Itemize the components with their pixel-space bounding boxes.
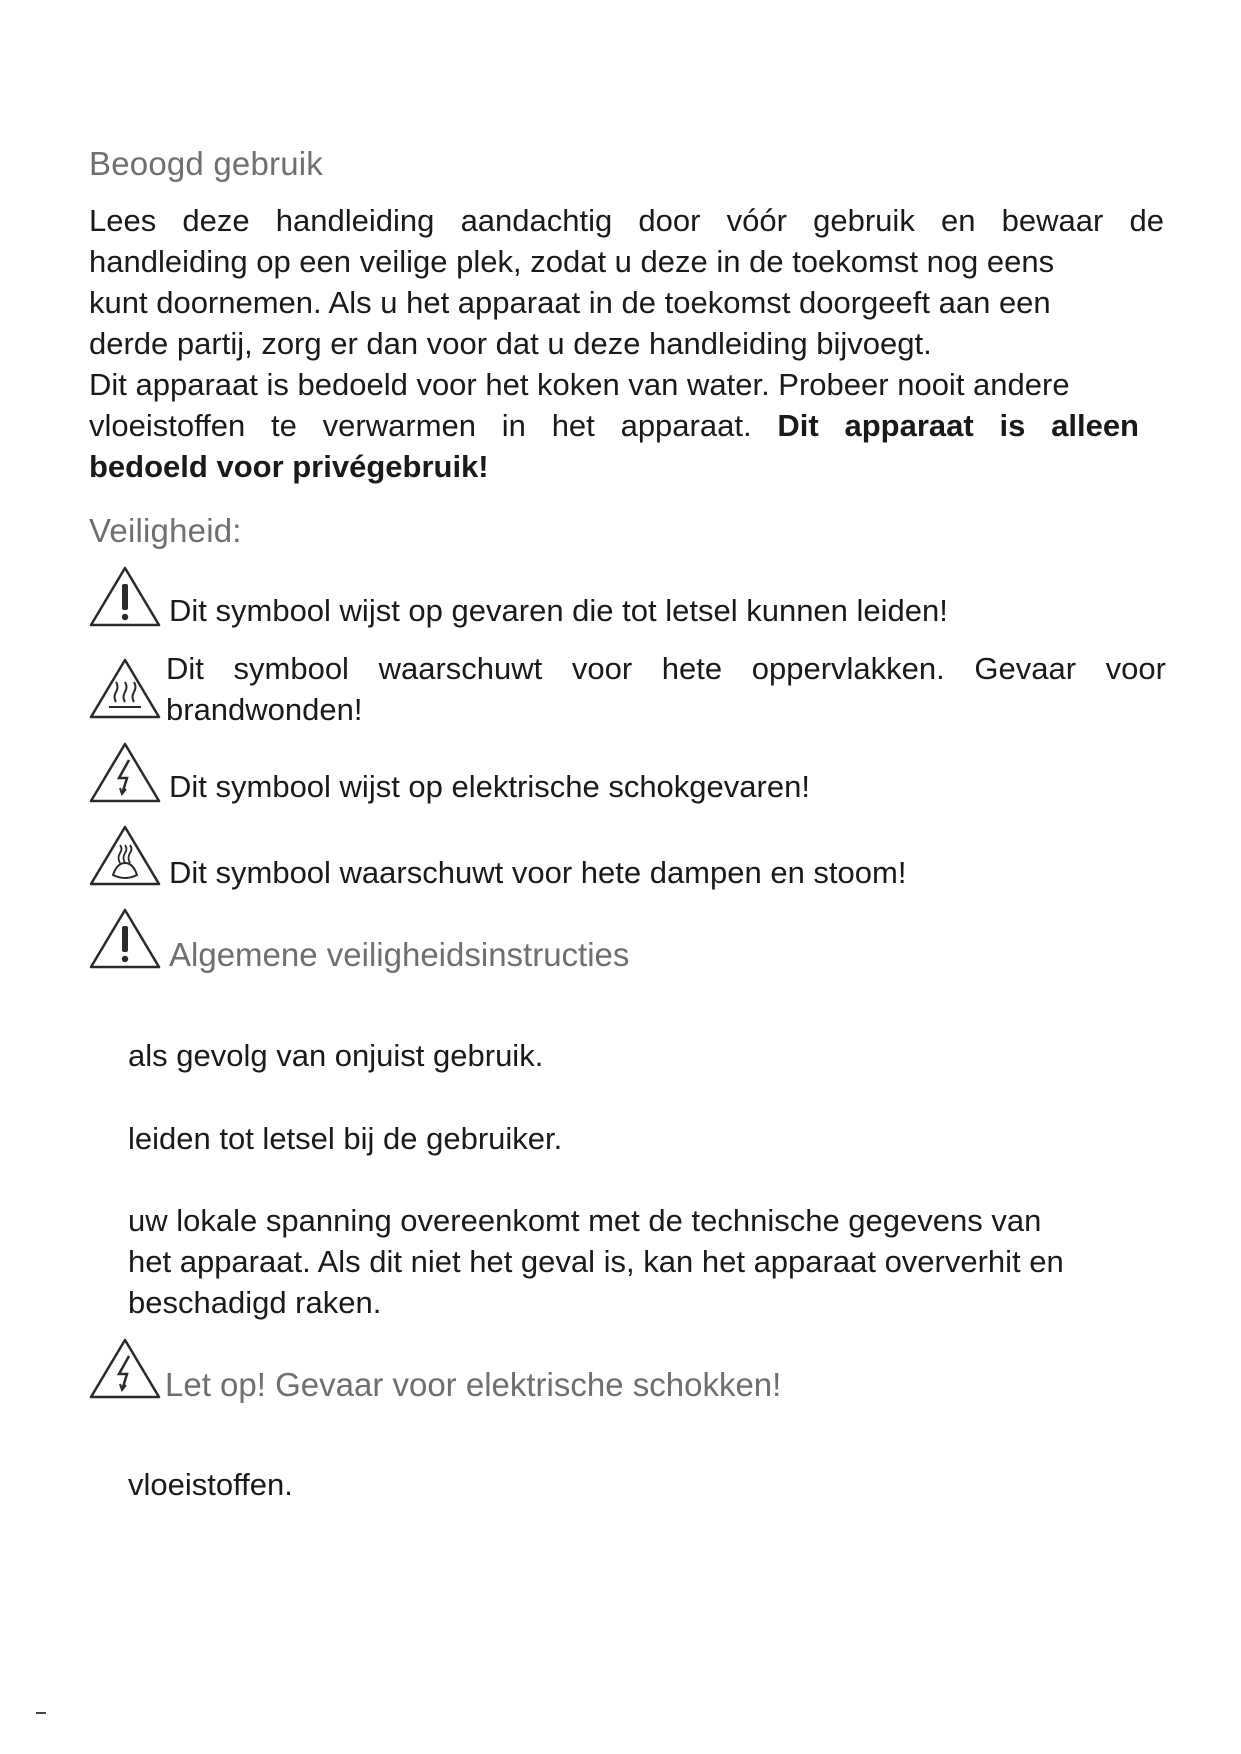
symbol-row-injury [89, 564, 1169, 630]
warning-exclamation-icon [89, 906, 161, 970]
symbol-row-electric [89, 740, 1169, 806]
text-line: Dit apparaat is bedoeld voor het koken van water. Probeer nooit andere [89, 367, 1070, 402]
symbol-description: Dit symbool wijst op gevaren die tot letsel kunnen leiden! [169, 593, 948, 628]
text-bold: bedoeld voor privégebruik! [89, 449, 489, 484]
text-line: uw lokale spanning overeenkomt met de technische gegevens van [128, 1203, 1042, 1238]
text-line: het apparaat. Als dit niet het geval is, kan het apparaat oververhit en [128, 1244, 1064, 1279]
symbol-row-hot-surface [89, 648, 1169, 738]
general-safety-header [89, 906, 1169, 976]
text-bold: Dit apparaat is alleen [777, 408, 1139, 443]
general-item-3 [128, 1200, 1138, 1323]
heading-safety: Veiligheid: [89, 512, 242, 549]
text-line-mixed [89, 405, 1139, 446]
symbol-description: Dit symbool wijst op elektrische schokgevaren! [169, 769, 810, 804]
hot-steam-icon [89, 823, 161, 887]
heading-intended-use: Beoogd gebruik [89, 145, 323, 182]
text-line: kunt doornemen. Als u het apparaat in de toekomst doorgeeft aan een [89, 285, 1051, 320]
electric-shock-icon [89, 1336, 161, 1400]
page-edge-mark [36, 1712, 46, 1714]
heading-general-safety: Algemene veiligheidsinstructies [169, 936, 630, 973]
symbol-description: Dit symbool waarschuwt voor hete dampen en stoom! [169, 855, 907, 890]
general-item-1: als gevolg van onjuist gebruik. [128, 1038, 544, 1073]
text-line: derde partij, zorg er dan voor dat u deze handleiding bijvoegt. [89, 326, 932, 361]
heading-electric-warning: Let op! Gevaar voor elektrische schokken! [165, 1366, 782, 1403]
symbol-row-steam [89, 823, 1169, 889]
general-item-2: leiden tot letsel bij de gebruiker. [128, 1121, 563, 1156]
hot-surface-icon [89, 656, 161, 720]
text-line [89, 446, 1164, 487]
intended-use-paragraph [89, 200, 1164, 487]
electric-item-1: vloeistoffen. [128, 1467, 293, 1502]
symbol-description-line2: brandwonden! [166, 692, 363, 727]
text-line: beschadigd raken. [128, 1285, 382, 1320]
text-line: handleiding op een veilige plek, zodat u deze in de toekomst nog eens [89, 244, 1055, 279]
text-normal: vloeistoffen te verwarmen in het apparaat. [89, 408, 778, 443]
electric-warning-header [89, 1336, 1169, 1406]
symbol-description-line1: Dit symbool waarschuwt voor hete oppervlakken. Gevaar voor [166, 651, 1166, 686]
electric-shock-icon [89, 740, 161, 804]
warning-exclamation-icon [89, 564, 161, 628]
text-line: Lees deze handleiding aandachtig door vóór gebruik en bewaar de [89, 203, 1164, 238]
